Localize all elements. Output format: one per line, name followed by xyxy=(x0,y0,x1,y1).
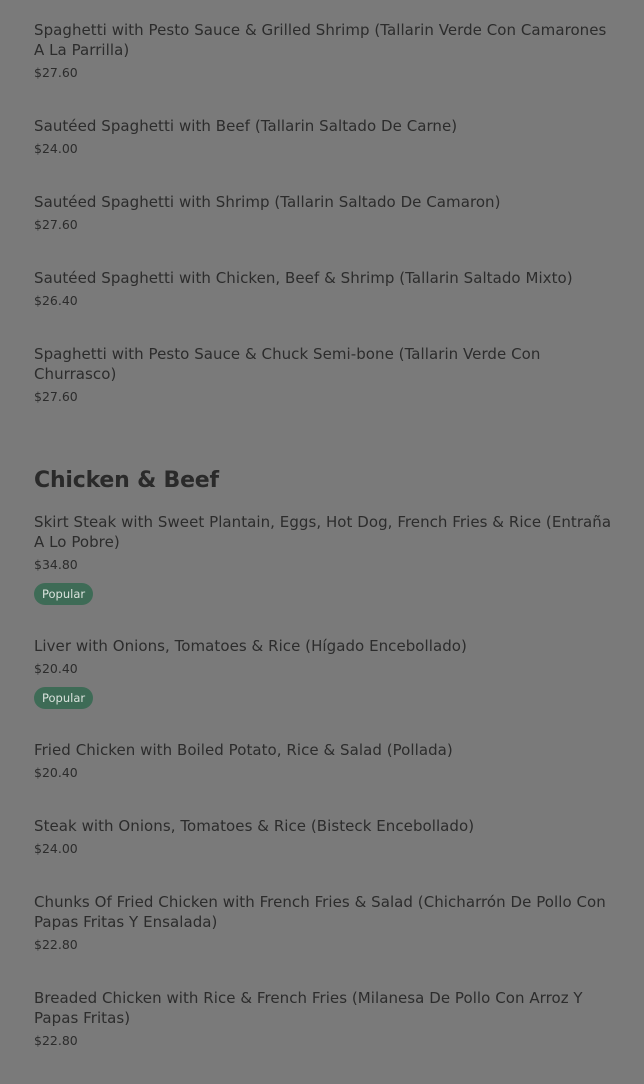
section-title-chicken-beef: Chicken & Beef xyxy=(34,468,219,493)
menu-item[interactable] xyxy=(34,988,620,1049)
menu-item-name: Spaghetti with Pesto Sauce & Chuck Semi-bone (Tallarin Verde Con Churrasco) xyxy=(34,345,541,383)
menu-item-name: Fried Chicken with Boiled Potato, Rice & Salad (Pollada) xyxy=(34,741,453,759)
popular-badge: Popular xyxy=(34,687,93,709)
menu-item-price: $27.60 xyxy=(34,217,78,232)
menu-item[interactable] xyxy=(34,268,620,309)
menu-item-name: Breaded Chicken with Rice & French Fries (Milanesa De Pollo Con Arroz Y Papas Fritas) xyxy=(34,989,583,1027)
menu-item-name: Steak with Onions, Tomatoes & Rice (Bisteck Encebollado) xyxy=(34,817,475,835)
menu-item[interactable] xyxy=(34,740,620,781)
menu-item-price: $27.60 xyxy=(34,65,78,80)
menu-item[interactable] xyxy=(34,512,620,605)
menu-item-name: Chunks Of Fried Chicken with French Fries & Salad (Chicharrón De Pollo Con Papas Fritas Y Ensalada) xyxy=(34,893,606,931)
menu-item-name: Liver with Onions, Tomatoes & Rice (Hígado Encebollado) xyxy=(34,637,467,655)
menu-item[interactable] xyxy=(34,344,620,405)
menu-item[interactable] xyxy=(34,892,620,953)
menu-item-name: Sautéed Spaghetti with Chicken, Beef & Shrimp (Tallarin Saltado Mixto) xyxy=(34,269,573,287)
menu-item-price: $34.80 xyxy=(34,557,78,572)
menu-item[interactable] xyxy=(34,192,620,233)
menu-item-price: $24.00 xyxy=(34,841,78,856)
menu-item[interactable] xyxy=(34,816,620,857)
menu-item[interactable] xyxy=(34,116,620,157)
menu-item-price: $26.40 xyxy=(34,293,78,308)
menu-item-name: Spaghetti with Pesto Sauce & Grilled Shrimp (Tallarin Verde Con Camarones A La Parrilla) xyxy=(34,21,607,59)
menu-item[interactable] xyxy=(34,636,620,709)
menu-item-price: $22.80 xyxy=(34,1033,78,1048)
menu-item-price: $20.40 xyxy=(34,765,78,780)
popular-badge: Popular xyxy=(34,583,93,605)
menu-item-price: $24.00 xyxy=(34,141,78,156)
menu-item[interactable] xyxy=(34,20,620,81)
menu-item-price: $27.60 xyxy=(34,389,78,404)
menu-item-price: $22.80 xyxy=(34,937,78,952)
menu-item-price: $20.40 xyxy=(34,661,78,676)
menu-item-name: Sautéed Spaghetti with Shrimp (Tallarin Saltado De Camaron) xyxy=(34,193,501,211)
menu-item-name: Skirt Steak with Sweet Plantain, Eggs, Hot Dog, French Fries & Rice (Entraña A Lo Pobre) xyxy=(34,513,612,551)
menu-item-name: Sautéed Spaghetti with Beef (Tallarin Saltado De Carne) xyxy=(34,117,458,135)
